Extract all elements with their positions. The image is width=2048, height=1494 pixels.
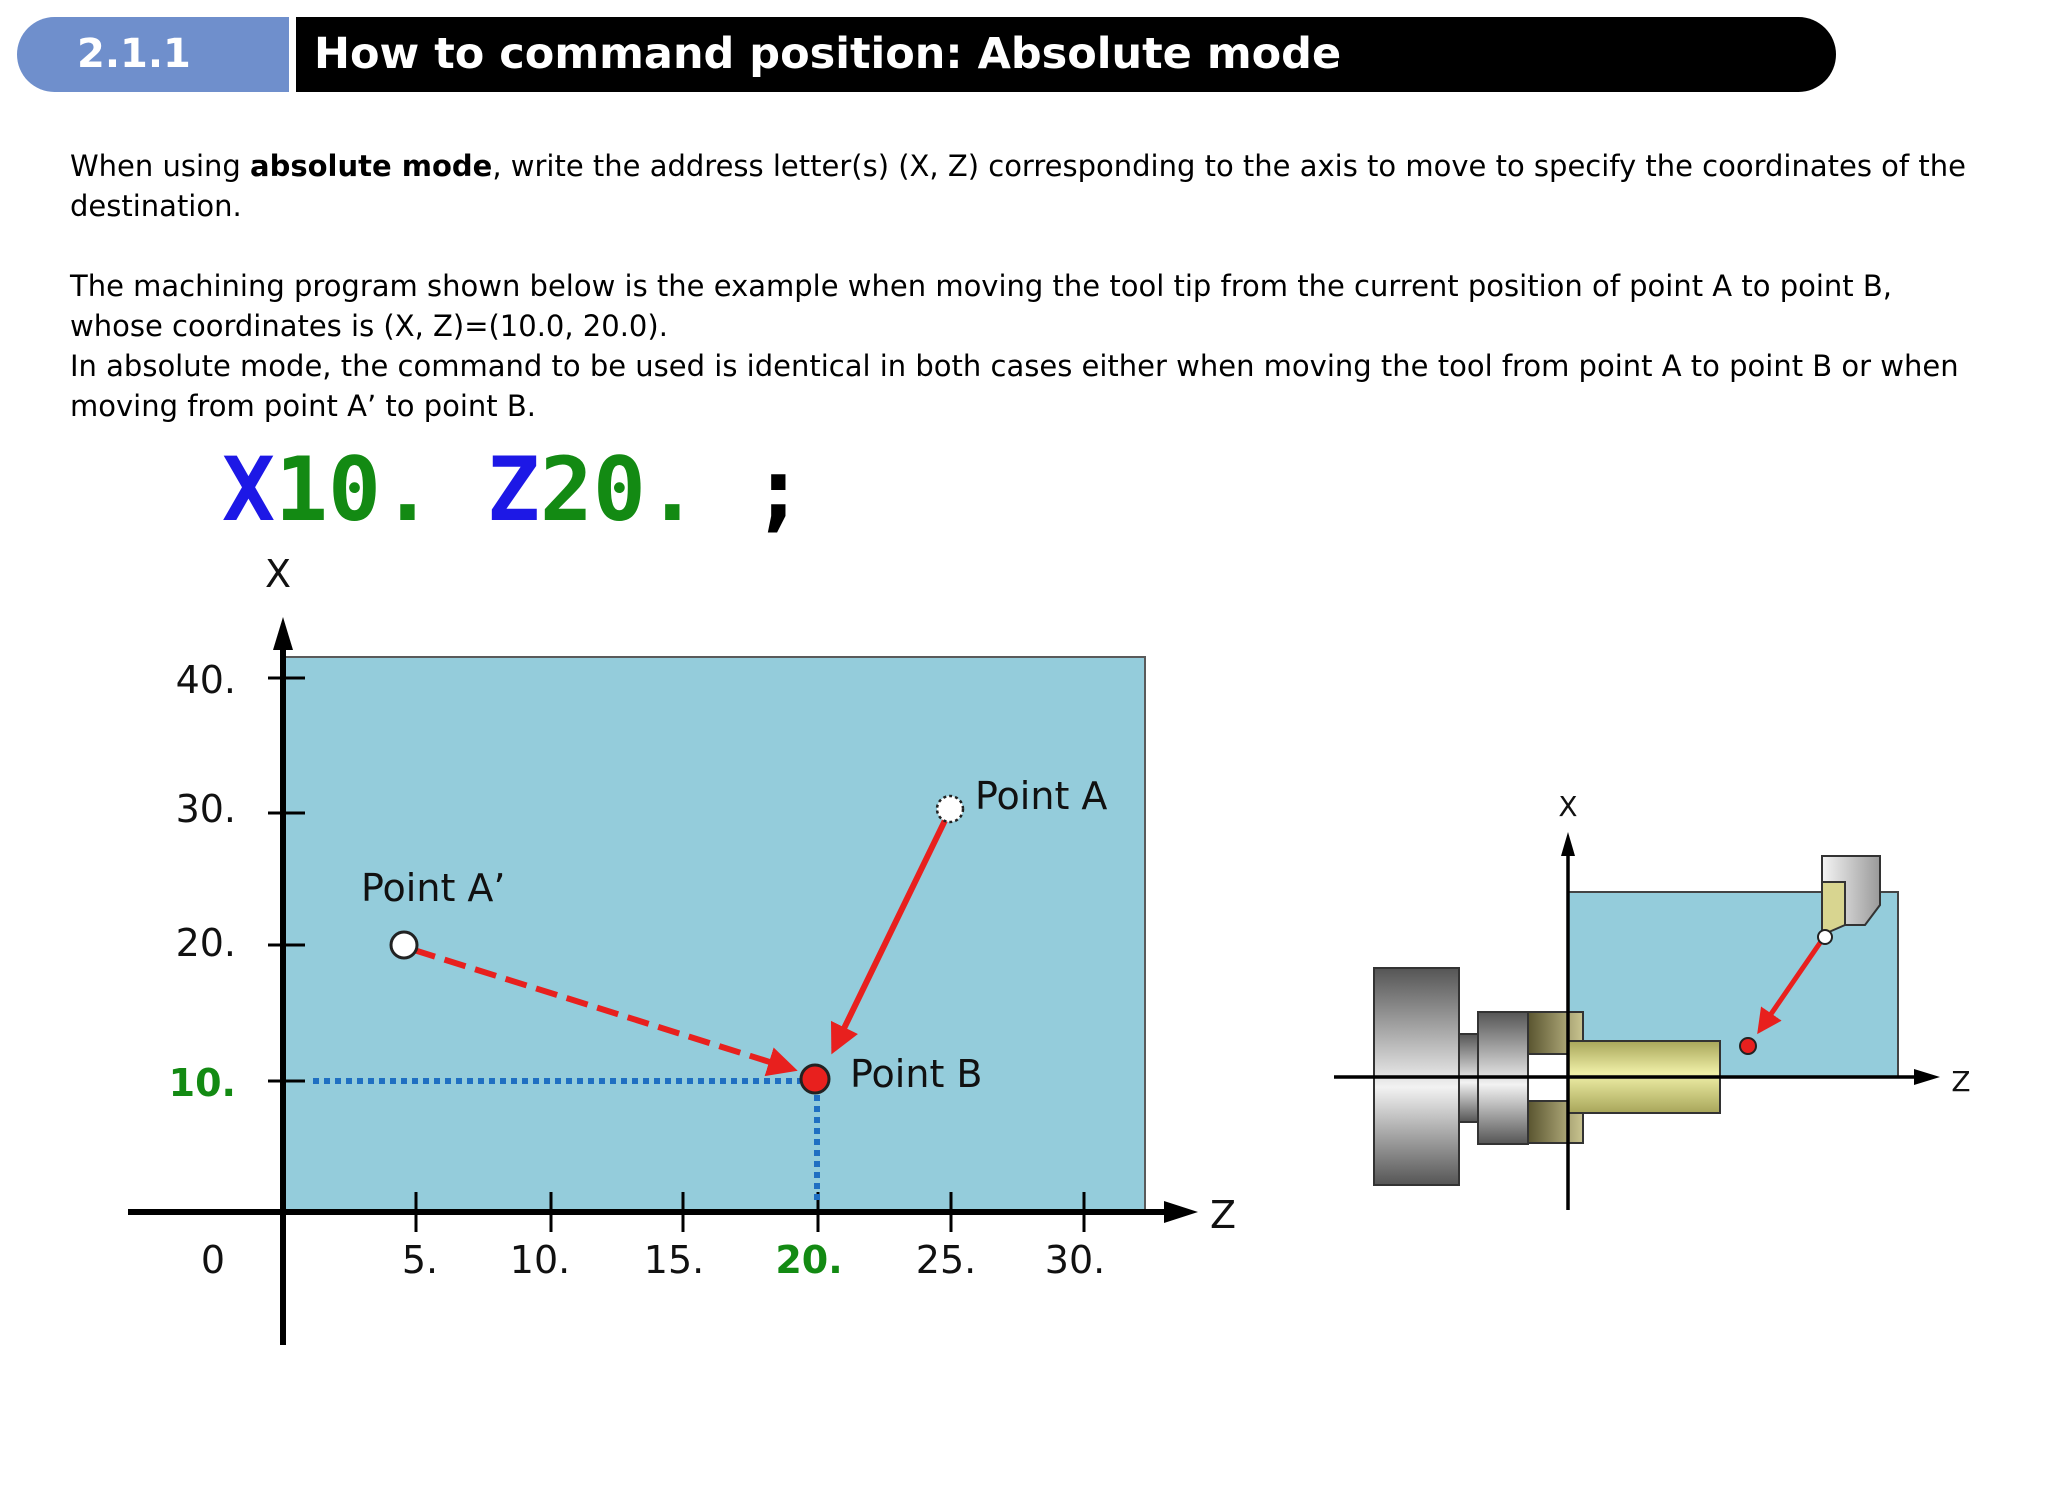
- command-z-letter: Z: [486, 438, 540, 541]
- point-a-label: Point A: [975, 774, 1108, 818]
- z-tick-label-20-highlight: 20.: [775, 1238, 843, 1282]
- lathe-tool-tip-marker: [1818, 930, 1832, 944]
- origin-label: 0: [200, 1238, 226, 1282]
- z-axis-arrowhead: [1164, 1201, 1198, 1223]
- x-axis-label: X: [264, 552, 292, 596]
- x-tick-label-40: 40.: [175, 658, 236, 702]
- intro-text-2b: In absolute mode, the command to be used is identical in both cases either when moving the tool from point A to point B or when moving from point A’ to point B.: [70, 349, 1959, 423]
- x-axis-arrowhead: [273, 617, 293, 650]
- command-x-value: 10.: [274, 438, 434, 541]
- x-tick-label-20: 20.: [175, 921, 236, 965]
- z-tick-label-25: 25.: [915, 1238, 977, 1282]
- lathe-target-marker: [1740, 1038, 1756, 1054]
- command-x-letter: X: [222, 438, 275, 541]
- lathe-diagram: [1334, 790, 1971, 1210]
- command-z-value: 20.: [539, 438, 699, 541]
- point-a-prime-label: Point A’: [361, 866, 506, 910]
- point-a-marker: [937, 796, 963, 822]
- point-a-prime-marker: [391, 932, 417, 958]
- point-b-label: Point B: [850, 1052, 983, 1096]
- section-number: 2.1.1: [17, 17, 289, 92]
- tool-insert: [1822, 882, 1845, 935]
- point-b-marker: [801, 1065, 829, 1093]
- z-tick-label-20: [775, 1238, 842, 1282]
- z-tick-label-15: 15.: [643, 1238, 705, 1282]
- x-tick-label-30: 30.: [175, 787, 236, 831]
- intro-text-1a: When using: [70, 149, 251, 183]
- section-title: How to command position: Absolute mode: [296, 17, 1836, 92]
- lathe-x-axis-label: X: [1558, 790, 1578, 823]
- lathe-z-axis-arrowhead: [1914, 1069, 1940, 1085]
- z-tick-label-30: 30.: [1044, 1238, 1106, 1282]
- z-tick-label-10: 10.: [509, 1238, 571, 1282]
- intro-text-2a: The machining program shown below is the example when moving the tool tip from the current position of point A to point B, whose coordinates is (X, Z)=(10.0, 20.0).: [70, 269, 1892, 343]
- coordinate-diagram: [128, 552, 1236, 1345]
- z-axis-label: Z: [1209, 1193, 1237, 1237]
- command-end: ;: [751, 438, 805, 541]
- intro-bold-term: absolute mode: [250, 149, 493, 183]
- intro-text-1b: , write the address letter(s) (X, Z) corresponding to the axis to move to specify the coordinates of the destination.: [70, 149, 1966, 223]
- z-tick-label-5: 5.: [401, 1238, 439, 1282]
- x-tick-label-10: 10.: [168, 1061, 236, 1105]
- lathe-z-axis-label: Z: [1951, 1065, 1971, 1098]
- lathe-x-axis-arrowhead: [1561, 832, 1575, 856]
